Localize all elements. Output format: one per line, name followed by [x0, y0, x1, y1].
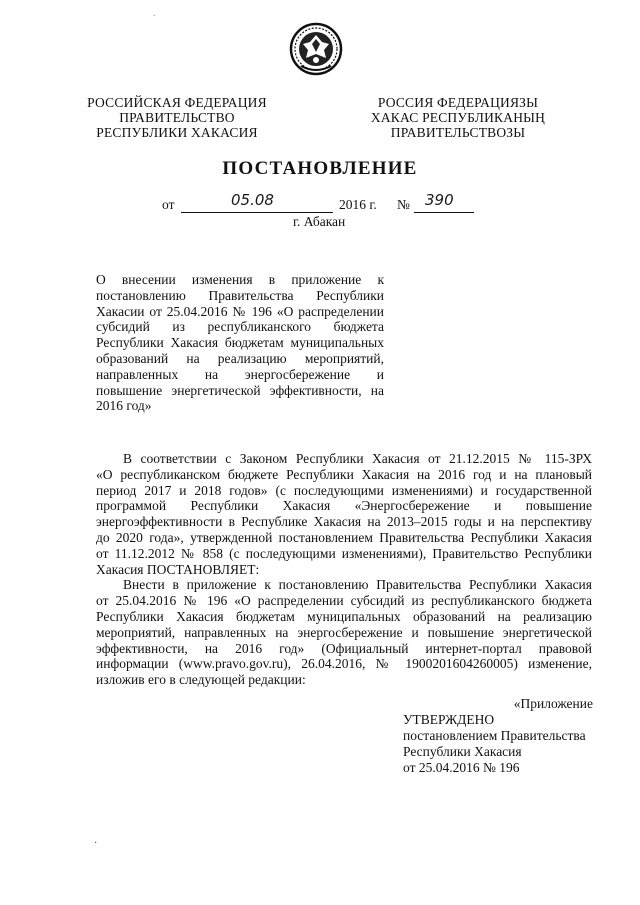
body-paragraph-2-line: информации (www.pravo.gov.ru), 26.04.2016, № 1900201604260005) изменение,: [96, 656, 592, 672]
approval-line: Республики Хакасия: [403, 744, 522, 759]
footer-dot: ·: [94, 838, 98, 849]
header-right-block: [360, 95, 556, 140]
date-year: 2016 г.: [339, 197, 377, 212]
appendix-approval-block: [403, 696, 593, 776]
body-paragraph-1-line: «О республиканском бюджете Республики Хакасия на 2016 год и на плановый: [96, 466, 592, 482]
body-paragraph-2-line: от 25.04.2016 № 196 «О распределении субсидий из республиканского бюджета: [96, 593, 592, 609]
subject-line: повышение энергетической эффективности, на: [96, 382, 384, 398]
number-underline: [414, 211, 474, 213]
subject-line: направленных на энергосбережение и: [96, 366, 384, 382]
body-paragraph-1-line: энергоэффективности в Республике Хакасия на 2013–2015 годы и на перспективу: [96, 514, 592, 530]
date-prefix: от: [162, 197, 175, 212]
appendix-label: «Приложение: [513, 696, 593, 711]
header-left-line: ПРАВИТЕЛЬСТВО: [119, 110, 235, 125]
body-paragraph-2-line: мероприятий, направленных на энергосбережение и повышение энергетической: [96, 624, 592, 640]
header-right-line: ПРАВИТЕЛЬСТВОЗЫ: [390, 125, 526, 140]
subject-line: Республики Хакасия бюджетам муниципальных: [96, 335, 384, 351]
body-paragraph-1-line: период 2017 и 2018 годов» (с последующими изменениями) и государственной: [96, 482, 592, 498]
body-paragraph-2-line: Внести в приложение к постановлению Правительства Республики Хакасия: [123, 577, 592, 593]
header-left-line: РЕСПУБЛИКИ ХАКАСИЯ: [96, 125, 258, 140]
subject-block: [96, 272, 384, 414]
subject-line: образований на реализацию мероприятий,: [96, 350, 384, 366]
handwritten-date: 05.08: [231, 191, 274, 209]
city-line: г. Абакан: [293, 214, 346, 229]
subject-line: О внесении изменения в приложение к: [96, 272, 384, 287]
document-title: ПОСТАНОВЛЕНИЕ: [222, 158, 418, 179]
approval-line: постановлением Правительства: [403, 728, 586, 743]
body-paragraph-1-line: до 2020 года», утвержденной постановлением Правительства Республики Хакасия: [96, 529, 592, 545]
body-paragraph-2-line: изложив его в следующей редакции:: [96, 672, 306, 688]
header-left-line: РОССИЙСКАЯ ФЕДЕРАЦИЯ: [87, 95, 267, 110]
body-paragraph-2-line: Республики Хакасия бюджетам муниципальных образований на реализацию: [96, 608, 592, 624]
subject-line: Хакасии от 25.04.2016 № 196 «О распределении: [96, 303, 384, 319]
number-label: №: [397, 197, 410, 212]
body-paragraph-2-line: эффективности, на 2016 год» (Официальный интернет-портал правовой: [96, 640, 592, 656]
subject-line: постановлению Правительства Республики: [96, 287, 384, 303]
header-right-line: РОССИЯ ФЕДЕРАЦИЯЗЫ: [377, 95, 539, 110]
subject-line: субсидий из республиканского бюджета: [96, 319, 384, 335]
body-paragraph-1-line: от 11.12.2012 № 858 (с последующими изменениями), Правительство Республики: [96, 545, 592, 561]
approval-line: УТВЕРЖДЕНО: [403, 712, 495, 727]
top-mark: ·: [153, 12, 156, 20]
handwritten-number: 390: [425, 191, 454, 209]
subject-line: 2016 год»: [96, 398, 152, 414]
body-text: [96, 451, 592, 688]
coat-of-arms-emblem: [289, 22, 343, 76]
header-left-block: [82, 95, 272, 140]
header-right-line: ХАКАС РЕСПУБЛИКАНЫҢ: [370, 110, 546, 125]
approval-line: от 25.04.2016 № 196: [403, 760, 520, 775]
date-underline: [181, 211, 333, 213]
body-paragraph-1-line: программой Республики Хакасия «Энергосбережение и повышение: [96, 498, 592, 514]
body-paragraph-1-line: Хакасия ПОСТАНОВЛЯЕТ:: [96, 561, 260, 577]
body-paragraph-1-line: В соответствии с Законом Республики Хакасия от 21.12.2015 № 115-ЗРХ: [123, 451, 592, 466]
